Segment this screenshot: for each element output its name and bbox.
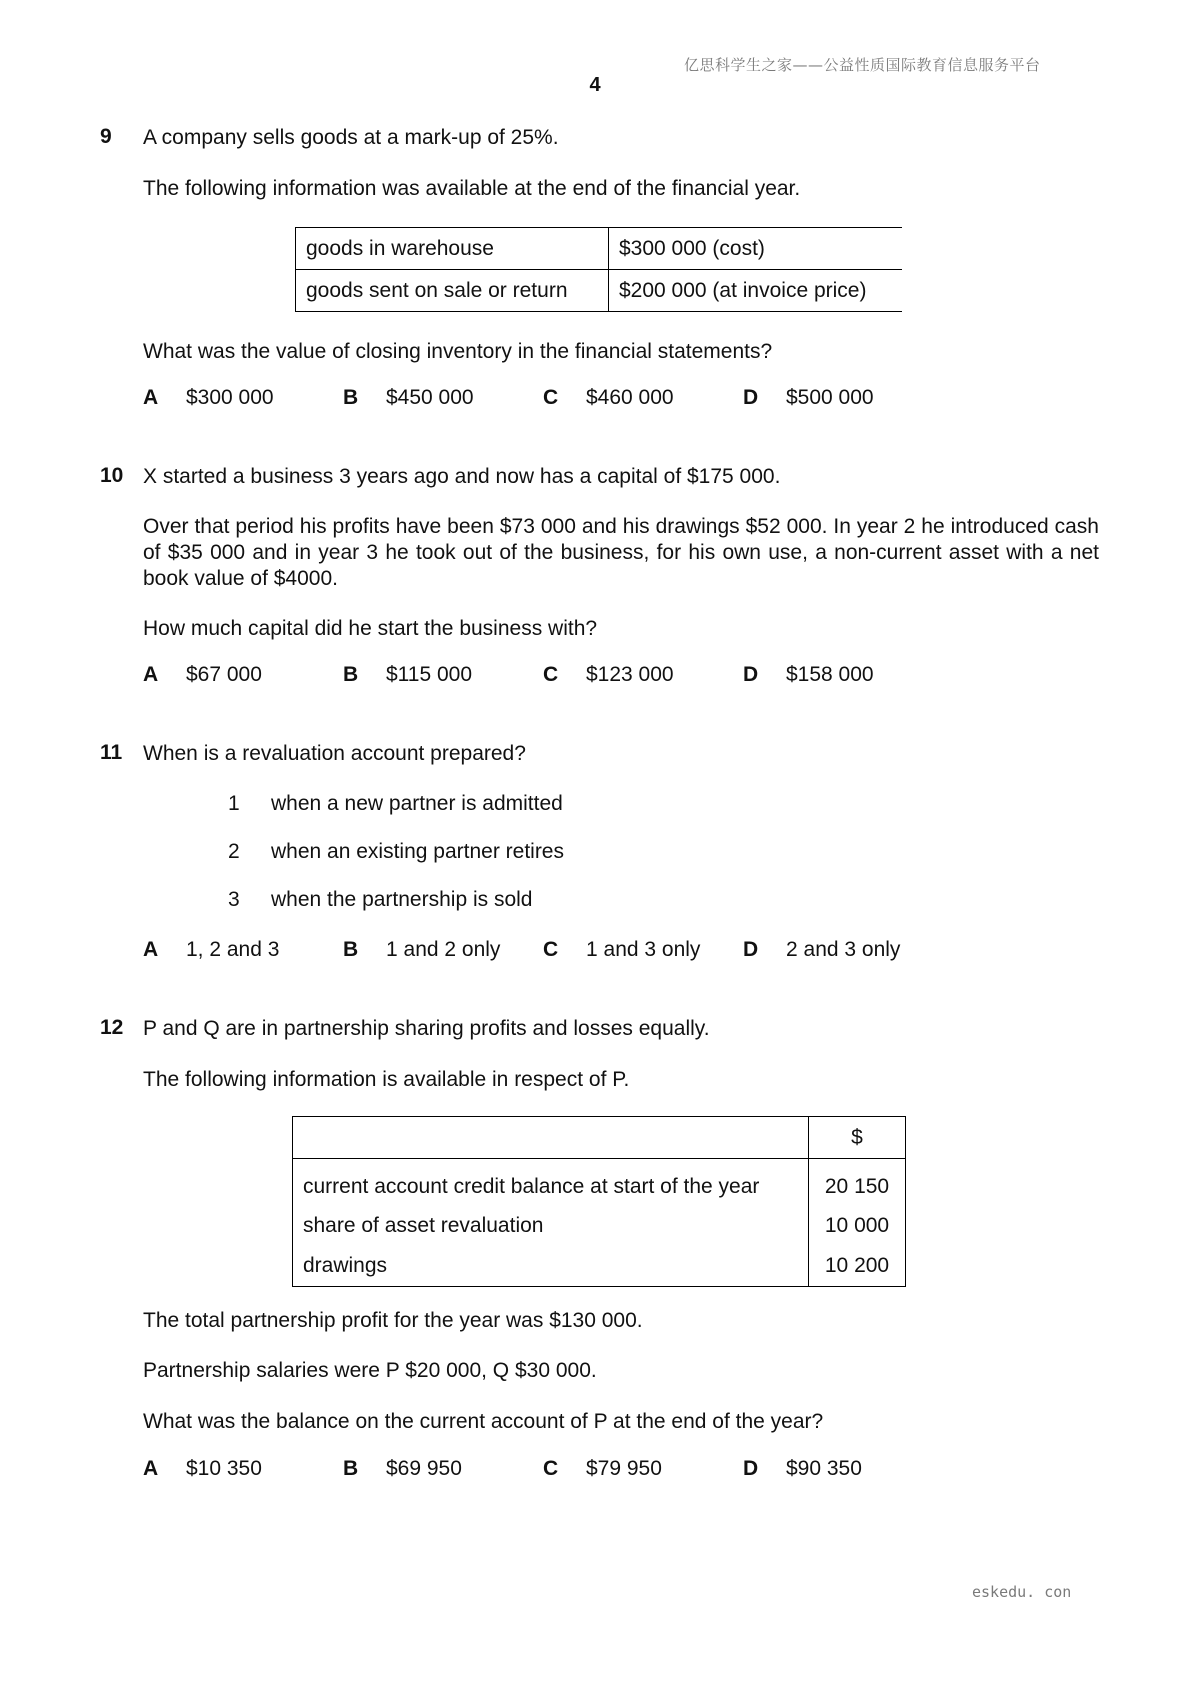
option-text: $10 350	[186, 1457, 262, 1480]
table-header-label	[293, 1117, 809, 1159]
option-a[interactable]	[143, 938, 279, 962]
q11-stem: When is a revaluation account prepared?	[143, 742, 526, 765]
statement-number: 1	[228, 792, 240, 815]
table-header-row	[293, 1117, 906, 1159]
option-b[interactable]	[343, 386, 474, 410]
q10-stem: X started a business 3 years ago and now has a capital of $175 000.	[143, 465, 781, 488]
table-row	[293, 1205, 906, 1247]
option-text: $460 000	[586, 386, 674, 409]
table-cell-value: 10 000	[824, 1213, 890, 1237]
q9-number: 9	[100, 125, 112, 148]
q9-intro: The following information was available at the end of the financial year.	[143, 177, 801, 200]
q12-line-1: The total partnership profit for the year was $130 000.	[143, 1309, 643, 1332]
option-letter: C	[543, 663, 559, 686]
q12-line-2: Partnership salaries were P $20 000, Q $30 000.	[143, 1359, 597, 1382]
q12-intro: The following information is available in respect of P.	[143, 1068, 630, 1091]
q9-stem: A company sells goods at a mark-up of 25%.	[143, 126, 559, 149]
option-c[interactable]	[543, 1457, 662, 1481]
option-d[interactable]	[743, 386, 874, 410]
option-letter: C	[543, 938, 559, 961]
q10-paragraph: Over that period his profits have been $73 000 and his drawings $52 000. In year 2 he introduced cash of $35 000 and in year 3 he took out of the business, for his own use, a non-current asset with a net book value of $4000.	[143, 515, 1099, 590]
statement-text: when the partnership is sold	[271, 888, 533, 911]
table-cell-label: drawings	[293, 1247, 809, 1287]
option-letter: D	[743, 663, 759, 686]
option-text: 1 and 3 only	[586, 938, 701, 961]
option-text: $158 000	[786, 663, 874, 686]
table-cell-value: 10 200	[824, 1254, 890, 1278]
option-text: $500 000	[786, 386, 874, 409]
option-text: $69 950	[386, 1457, 462, 1480]
table-cell-label: current account credit balance at start of the year	[293, 1159, 809, 1205]
option-letter: B	[343, 1457, 359, 1480]
option-a[interactable]	[143, 1457, 262, 1481]
option-text: $115 000	[386, 663, 473, 686]
option-text: 2 and 3 only	[786, 938, 901, 961]
option-text: $79 950	[586, 1457, 662, 1480]
option-a[interactable]	[143, 663, 262, 687]
table-row	[296, 228, 903, 270]
option-text: $90 350	[786, 1457, 862, 1480]
option-text: $300 000	[186, 386, 274, 409]
option-c[interactable]	[543, 386, 674, 410]
q11-number: 11	[100, 741, 123, 764]
q12-stem: P and Q are in partnership sharing profits and losses equally.	[143, 1017, 710, 1040]
option-letter: D	[743, 386, 759, 409]
q10-number: 10	[100, 464, 124, 487]
table-header-currency: $	[809, 1117, 906, 1159]
option-text: $123 000	[586, 663, 674, 686]
table-row	[293, 1247, 906, 1287]
option-c[interactable]	[543, 663, 674, 687]
option-letter: A	[143, 663, 159, 686]
table-row	[296, 270, 903, 312]
option-letter: D	[743, 1457, 759, 1480]
option-text: 1 and 2 only	[386, 938, 501, 961]
option-text: 1, 2 and 3	[186, 938, 280, 961]
statement-text: when a new partner is admitted	[271, 792, 563, 815]
option-b[interactable]	[343, 663, 472, 687]
option-letter: D	[743, 938, 759, 961]
q10-question: How much capital did he start the business with?	[143, 617, 598, 640]
table-cell-value: 20 150	[824, 1174, 890, 1198]
table-row	[293, 1159, 906, 1205]
q9-question: What was the value of closing inventory in the financial statements?	[143, 340, 773, 363]
option-letter: A	[143, 1457, 159, 1480]
option-d[interactable]	[743, 663, 874, 687]
option-letter: B	[343, 663, 359, 686]
table-cell-label: share of asset revaluation	[293, 1205, 809, 1247]
option-letter: C	[543, 386, 559, 409]
option-letter: B	[343, 386, 359, 409]
watermark-header: 亿思科学生之家——公益性质国际教育信息服务平台	[684, 56, 1041, 74]
option-b[interactable]	[343, 1457, 462, 1481]
option-a[interactable]	[143, 386, 274, 410]
table-cell-label: goods in warehouse	[296, 228, 609, 270]
option-d[interactable]	[743, 1457, 862, 1481]
option-letter: A	[143, 938, 159, 961]
q12-question: What was the balance on the current account of P at the end of the year?	[143, 1410, 824, 1433]
table-cell-label: goods sent on sale or return	[296, 270, 609, 312]
q12-number: 12	[100, 1016, 124, 1039]
q9-table	[295, 227, 902, 312]
option-d[interactable]	[743, 938, 900, 962]
watermark-footer: eskedu. con	[972, 1583, 1072, 1601]
option-b[interactable]	[343, 938, 500, 962]
option-c[interactable]	[543, 938, 700, 962]
table-cell-value: $300 000 (cost)	[609, 228, 903, 270]
page-number: 4	[589, 74, 601, 96]
statement-number: 3	[228, 888, 240, 911]
table-cell-value: $200 000 (at invoice price)	[619, 278, 867, 302]
option-text: $67 000	[186, 663, 262, 686]
option-letter: A	[143, 386, 159, 409]
statement-text: when an existing partner retires	[271, 840, 564, 863]
q12-table	[292, 1116, 906, 1287]
option-letter: B	[343, 938, 359, 961]
option-letter: C	[543, 1457, 559, 1480]
option-text: $450 000	[386, 386, 474, 409]
statement-number: 2	[228, 840, 240, 863]
